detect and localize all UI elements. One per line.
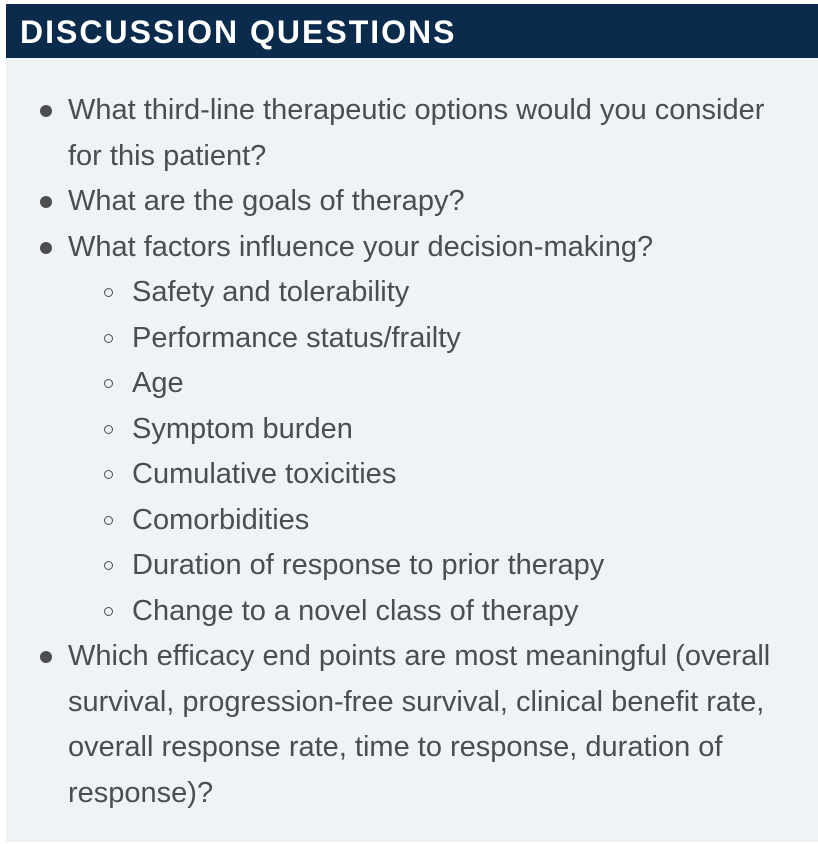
question-item — [6, 88, 818, 179]
question-item — [6, 225, 818, 271]
header-bar — [6, 4, 818, 58]
discussion-questions-box — [6, 4, 818, 842]
factor-text: Duration of response to prior therapy — [132, 549, 605, 581]
bullet-icon — [40, 196, 52, 208]
bullet-icon — [40, 242, 52, 254]
factor-text: Age — [132, 367, 184, 399]
factor-item — [6, 361, 818, 407]
factor-text: Symptom burden — [132, 412, 353, 445]
factor-text: Performance status/frailty — [132, 321, 461, 354]
header-title: DISCUSSION QUESTIONS — [20, 14, 457, 50]
question-text: What factors influence your decision-making? — [68, 230, 654, 263]
question-item — [6, 179, 818, 225]
questions-list — [6, 88, 818, 816]
factor-item — [6, 589, 818, 635]
hollow-bullet-icon — [104, 334, 113, 343]
bullet-icon — [40, 105, 52, 117]
factor-item — [6, 543, 818, 589]
factor-item — [6, 270, 818, 316]
question-item — [6, 634, 818, 816]
question-text: What are the goals of therapy? — [68, 185, 465, 217]
bullet-icon — [40, 651, 52, 663]
hollow-bullet-icon — [104, 425, 113, 434]
factor-text: Comorbidities — [132, 503, 310, 536]
factor-item — [6, 316, 818, 362]
factor-item — [6, 498, 818, 544]
factor-item — [6, 452, 818, 498]
hollow-bullet-icon — [104, 288, 113, 297]
hollow-bullet-icon — [104, 561, 113, 570]
hollow-bullet-icon — [104, 607, 113, 616]
hollow-bullet-icon — [104, 516, 113, 525]
question-text: Which efficacy end points are most meaningful (overall survival, progression-free survival, clinical benefit rate, overall response rate, time to response, duration of response)? — [68, 640, 771, 809]
hollow-bullet-icon — [104, 470, 113, 479]
question-text: What third-line therapeutic options would you consider for this patient? — [68, 94, 765, 172]
factor-item — [6, 407, 818, 453]
factor-text: Cumulative toxicities — [132, 458, 397, 490]
factor-text: Safety and tolerability — [132, 276, 410, 308]
factor-text: Change to a novel class of therapy — [132, 594, 579, 627]
hollow-bullet-icon — [104, 379, 113, 388]
